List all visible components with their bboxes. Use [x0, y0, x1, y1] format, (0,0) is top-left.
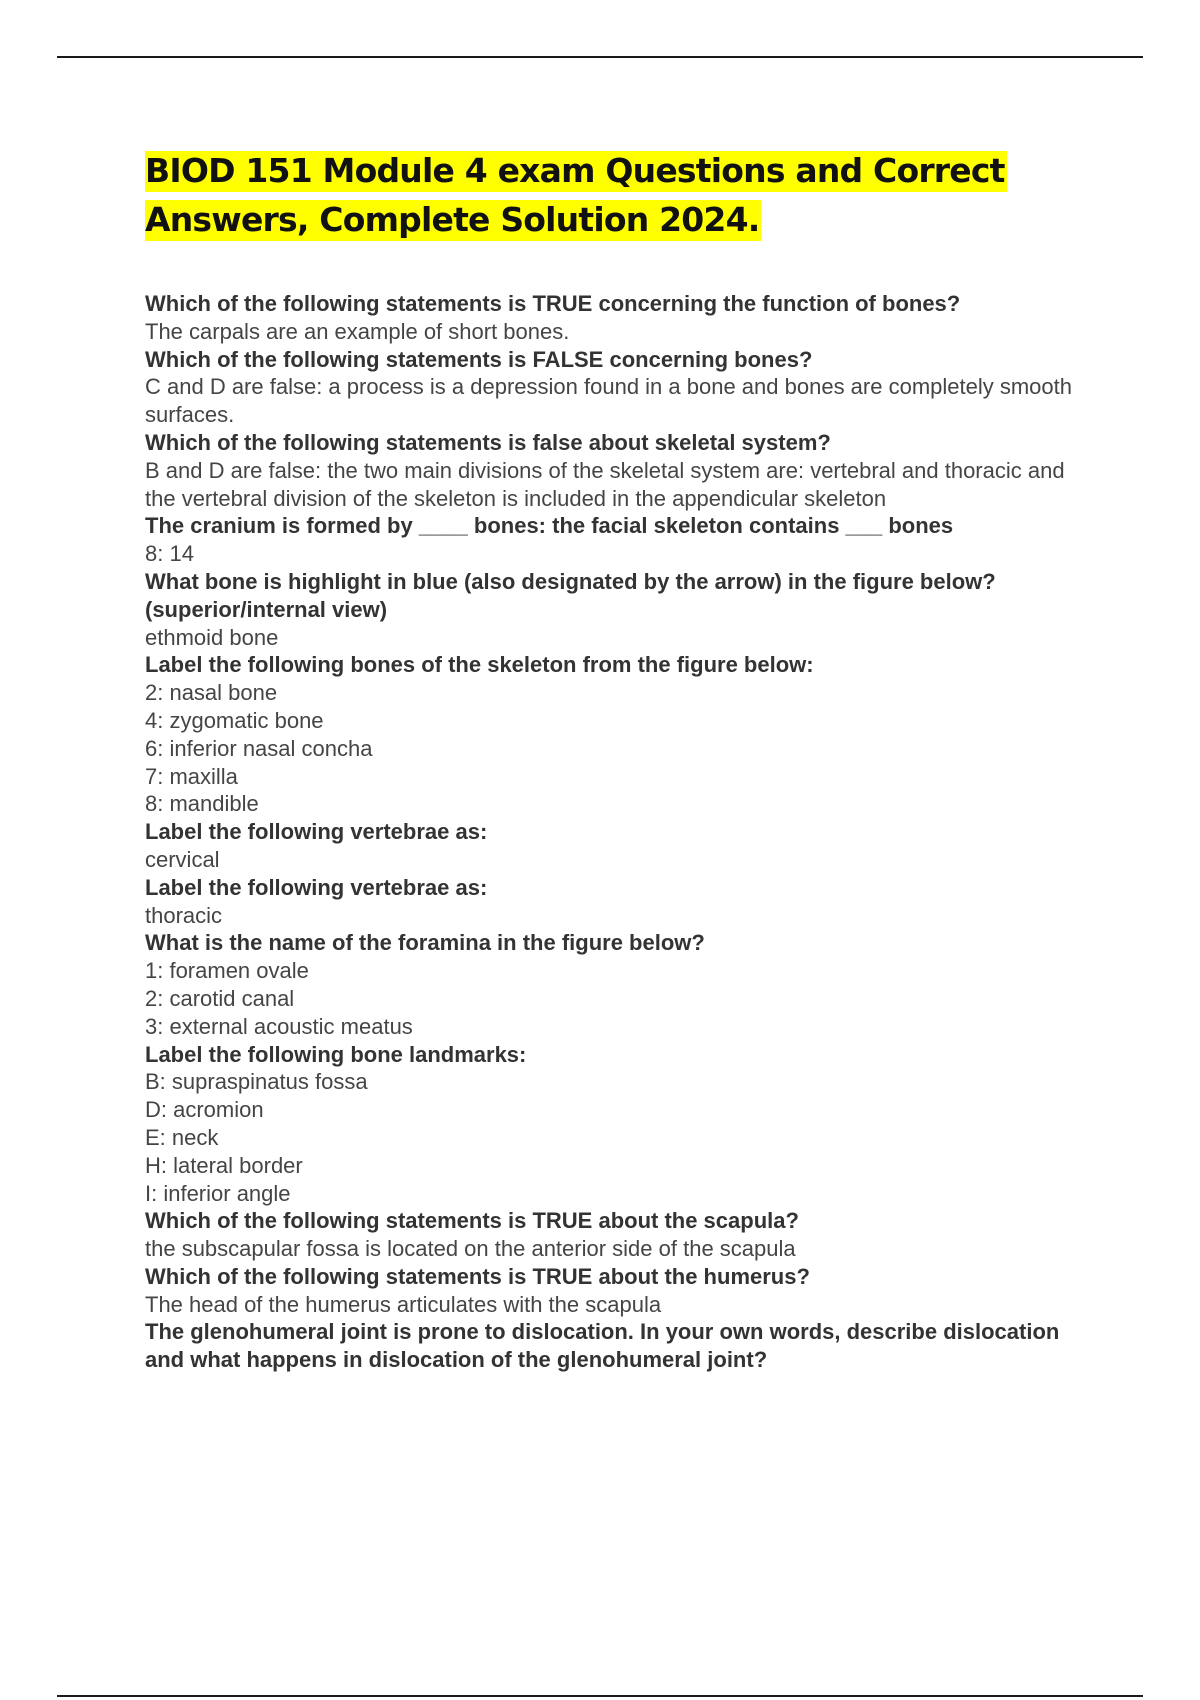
answer-text: 2: carotid canal — [145, 985, 295, 1011]
answer-text: I: inferior angle — [145, 1180, 291, 1206]
question-text: Which of the following statements is TRUE concerning the function of bones? — [145, 291, 961, 316]
answer-text: the subscapular fossa is located on the anterior side of the scapula — [145, 1236, 796, 1262]
question-text: The glenohumeral joint is prone to dislocation. In your own words, describe dislocation and what happens in dislocation of the glenohumeral joint? — [145, 1319, 1060, 1373]
answer-text: H: lateral border — [145, 1152, 303, 1178]
question-text: Label the following bones of the skeleton from the figure below: — [145, 652, 814, 678]
answer-text: 3: external acoustic meatus — [145, 1013, 413, 1039]
answer-text: D: acromion — [145, 1097, 264, 1123]
footer-rule — [57, 1695, 1143, 1697]
header-rule — [57, 56, 1143, 58]
question-text: Label the following vertebrae as: — [145, 874, 488, 900]
question-text: The cranium is formed by ____ bones: the facial skeleton contains ___ bones — [145, 513, 954, 539]
question-text: Label the following vertebrae as: — [145, 819, 488, 845]
answer-text: 4: zygomatic bone — [145, 707, 324, 733]
answer-text: 2: nasal bone — [145, 680, 278, 706]
answer-text: 8: 14 — [145, 541, 194, 567]
answer-text: 8: mandible — [145, 791, 259, 817]
question-text: Which of the following statements is FALSE concerning bones? — [145, 346, 813, 372]
question-text: Label the following bone landmarks: — [145, 1041, 527, 1067]
answer-text: 7: maxilla — [145, 763, 238, 789]
answer-text: B: supraspinatus fossa — [145, 1069, 368, 1095]
answer-text: cervical — [145, 846, 220, 872]
question-text: Which of the following statements is TRUE about the humerus? — [145, 1263, 810, 1289]
question-answer-list — [145, 290, 1085, 1374]
answer-text: The carpals are an example of short bones. — [145, 318, 570, 344]
question-text: What is the name of the foramina in the figure below? — [145, 930, 705, 956]
answer-text: 1: foramen ovale — [145, 958, 309, 984]
answer-text: thoracic — [145, 902, 223, 928]
question-text: Which of the following statements is TRUE about the scapula? — [145, 1208, 799, 1234]
answer-text: ethmoid bone — [145, 624, 279, 650]
question-text: Which of the following statements is false about skeletal system? — [145, 429, 831, 455]
title-highlight: BIOD 151 Module 4 exam Questions and Correct Answers, Complete Solution 2024. — [145, 151, 1005, 239]
answer-text: 6: inferior nasal concha — [145, 735, 373, 761]
answer-text: The head of the humerus articulates with the scapula — [145, 1291, 662, 1317]
answer-text: B and D are false: the two main divisions of the skeletal system are: vertebral and thoracic and the vertebral division of the skeleton is included in the appendicular skeleton — [145, 457, 1065, 511]
answer-text: C and D are false: a process is a depression found in a bone and bones are completely smooth surfaces. — [145, 374, 1072, 428]
answer-text: E: neck — [145, 1124, 219, 1150]
question-text: What bone is highlight in blue (also designated by the arrow) in the figure below? (superior/internal view) — [145, 568, 996, 622]
document-title — [145, 146, 1085, 244]
